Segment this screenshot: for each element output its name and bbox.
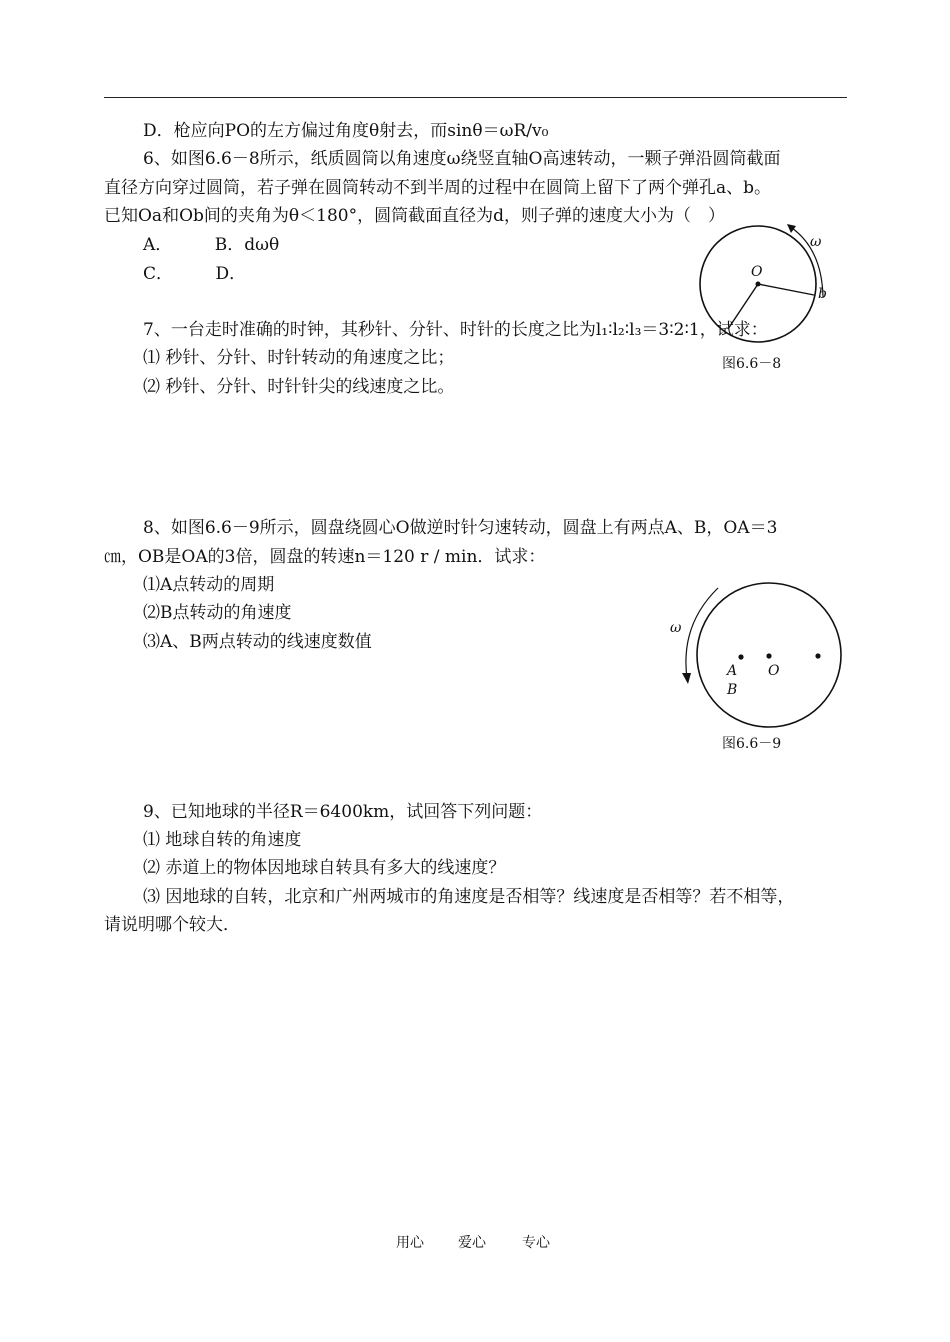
footer-word-2: 爱心 <box>458 1235 486 1251</box>
q8-line-1: 8、如图6.6－9所示，圆盘绕圆心O做逆时针匀速转动，圆盘上有两点A、B，OA＝3 <box>143 518 778 538</box>
rotation-arrowhead <box>787 224 796 233</box>
point-a-dot <box>738 654 743 659</box>
footer-word-1: 用心 <box>396 1235 424 1251</box>
q6-options-cd: C． D． <box>143 264 247 284</box>
q7-line-3: ⑵ 秒针、分针、时针针尖的线速度之比。 <box>143 377 455 397</box>
center-dot <box>756 282 761 287</box>
q8-part-2: ⑵B点转动的角速度 <box>143 603 292 623</box>
figure-6-6-8-caption: 图6.6－8 <box>722 356 782 372</box>
radius-ob <box>758 284 814 295</box>
q9-line-5: 请说明哪个较大． <box>104 915 240 935</box>
q8-part-1: ⑴A点转动的周期 <box>143 575 275 595</box>
q8-part-3: ⑶A、B两点转动的线速度数值 <box>143 632 372 652</box>
q6-line-2: 直径方向穿过圆筒，若子弹在圆筒转动不到半周的过程中在圆筒上留下了两个弹孔a、b。 <box>104 178 772 198</box>
footer-word-3: 专心 <box>522 1235 550 1251</box>
q9-part-2: ⑵ 赤道上的物体因地球自转具有多大的线速度？ <box>143 858 506 878</box>
q7-line-2: ⑴ 秒针、分针、时针转动的角速度之比； <box>143 348 455 368</box>
center-dot <box>766 653 771 658</box>
omega-label: ω <box>810 234 822 250</box>
q6-line-3: 已知Oa和Ob间的夹角为θ＜180°，圆筒截面直径为d，则子弹的速度大小为（ ） <box>104 206 725 226</box>
rotation-arc <box>686 588 718 678</box>
q9-part-1: ⑴ 地球自转的角速度 <box>143 830 302 850</box>
q6-options-ab: A． B．dωθ <box>143 235 280 255</box>
center-label: O <box>768 663 780 679</box>
header-rule <box>104 97 847 98</box>
center-label: O <box>751 264 763 280</box>
figure-6-6-9-caption: 图6.6－9 <box>722 736 782 752</box>
rotation-arrowhead <box>682 673 691 684</box>
figure-6-6-9 <box>660 580 860 730</box>
option-d-line: D．枪应向PO的左方偏过角度θ射去，而sinθ＝ωR/v₀ <box>143 121 549 141</box>
point-b-label: b <box>818 286 827 302</box>
q7-line-1: 7、一台走时准确的时钟，其秒针、分针、时针的长度之比为l₁∶l₂∶l₃＝3∶2∶1，试求： <box>143 320 768 340</box>
q6-line-1: 6、如图6.6－8所示，纸质圆筒以角速度ω绕竖直轴O高速转动，一颗子弹沿圆筒截面 <box>143 149 781 169</box>
q8-line-2: ㎝，OB是OA的3倍，圆盘的转速n＝120 r / min．试求： <box>104 547 546 567</box>
point-b-label: B <box>727 682 738 698</box>
q9-line-1: 9、已知地球的半径R＝6400km，试回答下列问题： <box>143 802 543 822</box>
omega-label: ω <box>670 620 682 636</box>
point-a-label: A <box>727 663 738 679</box>
q9-part-3: ⑶ 因地球的自转，北京和广州两城市的角速度是否相等？线速度是否相等？若不相等， <box>143 887 795 907</box>
point-b-dot <box>815 653 820 658</box>
